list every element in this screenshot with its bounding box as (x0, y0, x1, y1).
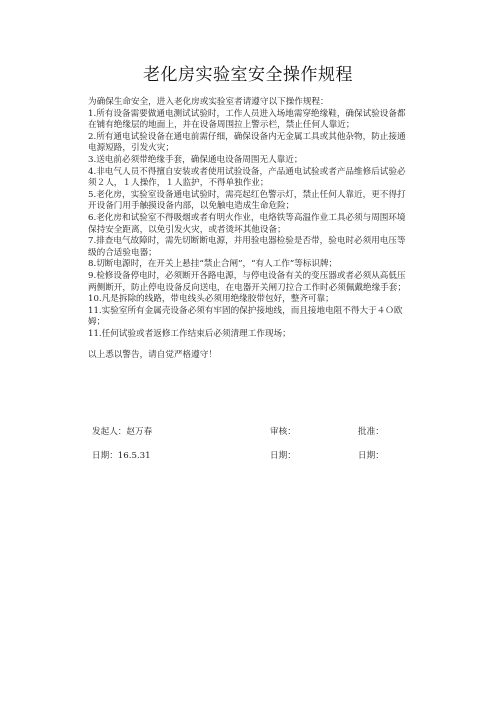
rule-item: 3.送电前必须带绝缘手套，确保通电设备周围无人靠近； (88, 154, 303, 165)
rule-item: 11.任何试验或者返修工作结束后必须清理工作现场； (88, 328, 291, 339)
initiator-label: 发起人：赵万春 (92, 427, 153, 437)
page-title: 老化房实验室安全操作规程 (143, 65, 353, 85)
rule-item: 11.实验室所有金属壳设备必须有牢固的保护接地线，而且接地电阻不得大于４Ｏ欧姆； (88, 305, 403, 328)
rule-item: 7.排查电气故障时，需先切断断电源，并用验电器检验是否带，验电时必须用电压等级的合适验电器； (88, 236, 406, 258)
rule-item: 10.凡是拆除的线路，带电线头必须用绝缘胶带包好，整齐可靠； (88, 294, 334, 305)
date-review: 日期： (270, 451, 296, 461)
review-label: 审核： (270, 427, 296, 437)
intro-text: 为确保生命安全，进入老化房或实验室者请遵守以下操作规程： (88, 97, 329, 107)
rule-item: 8.切断电源时，在开关上悬挂“禁止合闸”，“有人工作”等标识牌； (88, 259, 338, 270)
document-body (88, 97, 408, 362)
warning-text: 以上悉以警告，请自觉严格遵守！ (88, 350, 217, 361)
date-initiator: 日期：16.5.31 (92, 451, 151, 461)
rule-item: 5.老化房，实验室设备通电试验时，需亮起红色警示灯，禁止任何人靠近，更不得打开设备门用手触摸设备内部，以免触电造成生命危险； (88, 189, 406, 212)
rule-item: 1.所有设备需要做通电测试试验时，工作人员进入场地需穿绝缘鞋，确保试验设备都在铺有绝缘层的地面上，并在设备周围拉上警示栏，禁止任何人靠近； (88, 108, 406, 131)
rule-item: 6.老化房和试验室不得吸烟或者有明火作业，电烙铁等高温作业工具必须与周围环境保持安全距离，以免引发火灾，或者烫坏其他设备； (88, 212, 406, 235)
date-approve: 日期： (358, 451, 384, 461)
approve-label: 批准： (358, 427, 384, 437)
rule-item: 9.检修设备停电时，必须断开各路电源，与停电设备有关的变压器或者必须从高低压两侧断开，防止停电设备反向送电，在电器开关闸刀拉合工作时必须佩戴绝缘手套； (88, 270, 406, 293)
rule-item: 4.非电气人员不得擅自安装或者使用试验设备，产品通电试验或者产品维修后试验必须２人，１人操作，１人监护，不得单独作业； (88, 166, 406, 189)
rule-item: 2.所有通电试验设备在通电前需仔细，确保设备内无金属工具或其他杂物，防止接通电源短路，引发火灾； (88, 131, 406, 154)
